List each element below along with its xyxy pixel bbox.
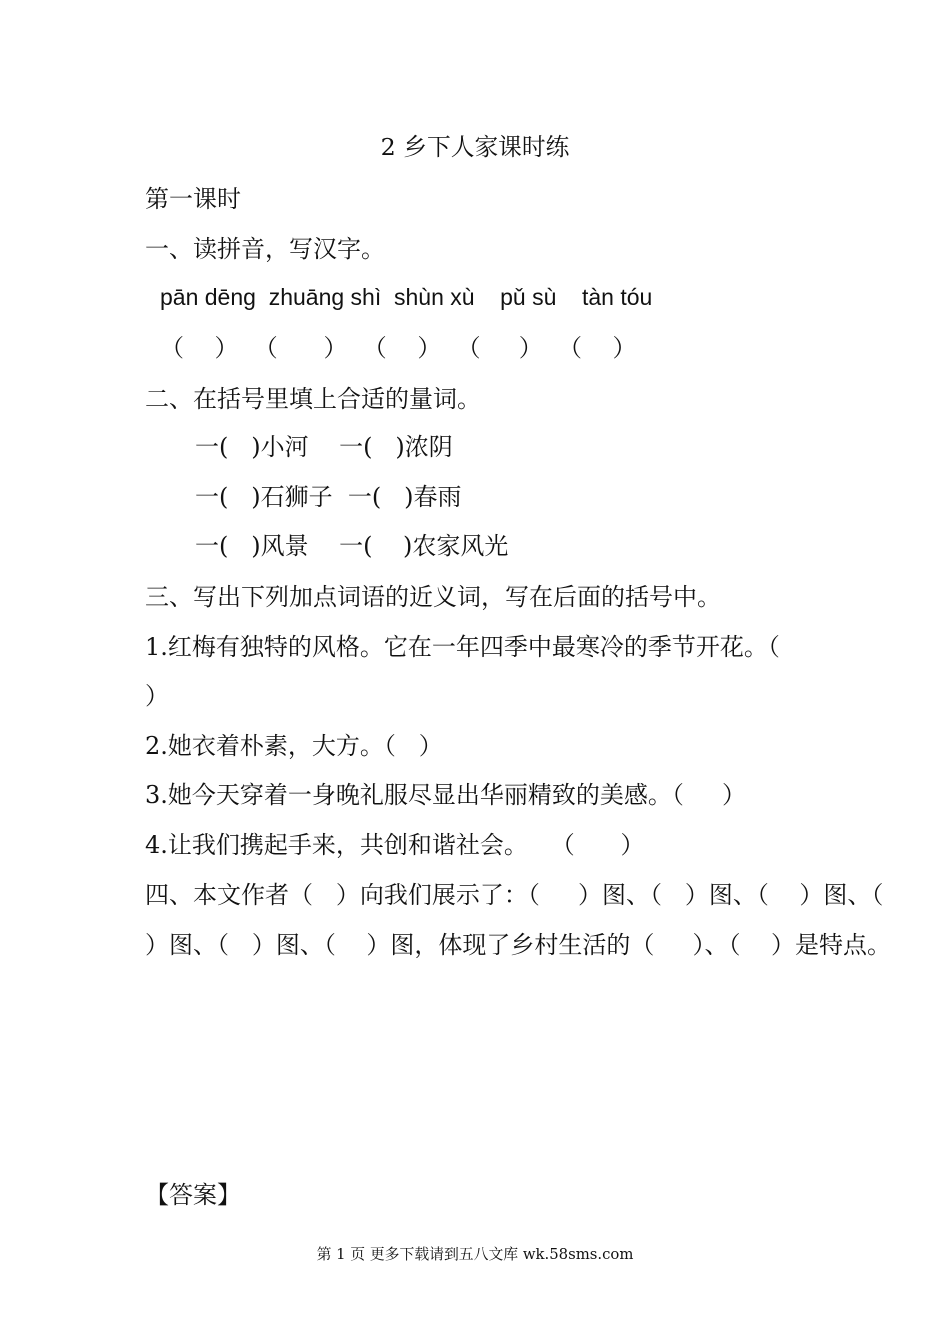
question-2: 2.她衣着朴素，大方。（ ） bbox=[145, 732, 443, 760]
measure-word-row: 一( )小河 一( )浓阴 bbox=[195, 433, 453, 461]
section-1-heading: 一、读拼音，写汉字。 bbox=[145, 235, 385, 263]
question-1-continued: ） bbox=[145, 682, 169, 710]
pinyin-blanks-row: （ ） （ ） （ ） （ ） （ ） bbox=[160, 334, 637, 362]
pinyin-row: pān dēng zhuāng shì shùn xù pǔ sù tàn tóu bbox=[160, 284, 653, 310]
page-title: 2 乡下人家课时练 bbox=[380, 133, 570, 161]
page-footer: 第 1 页 更多下载请到五八文库 wk.58sms.com bbox=[316, 1246, 634, 1263]
answer-heading: 【答案】 bbox=[145, 1181, 241, 1209]
lesson-label: 第一课时 bbox=[145, 185, 241, 213]
question-4: 4.让我们携起手来，共创和谐社会。 （ ） bbox=[145, 831, 645, 859]
section-2-heading: 二、在括号里填上合适的量词。 bbox=[145, 385, 481, 413]
section-4-line-1: 四、本文作者（ ）向我们展示了：（ ）图、（ ）图、（ ）图、（ bbox=[145, 881, 884, 909]
question-3: 3.她今天穿着一身晚礼服尽显出华丽精致的美感。（ ） bbox=[145, 781, 747, 809]
section-3-heading: 三、写出下列加点词语的近义词，写在后面的括号中。 bbox=[145, 583, 721, 611]
section-4-line-2: ）图、（ ）图、（ ）图，体现了乡村生活的（ ）、（ ）是特点。 bbox=[145, 931, 892, 959]
measure-word-row: 一( )石狮子 一( )春雨 bbox=[195, 483, 462, 511]
measure-word-row: 一( )风景 一( )农家风光 bbox=[195, 532, 509, 560]
question-1: 1.红梅有独特的风格。它在一年四季中最寒冷的季节开花。（ bbox=[145, 633, 780, 661]
